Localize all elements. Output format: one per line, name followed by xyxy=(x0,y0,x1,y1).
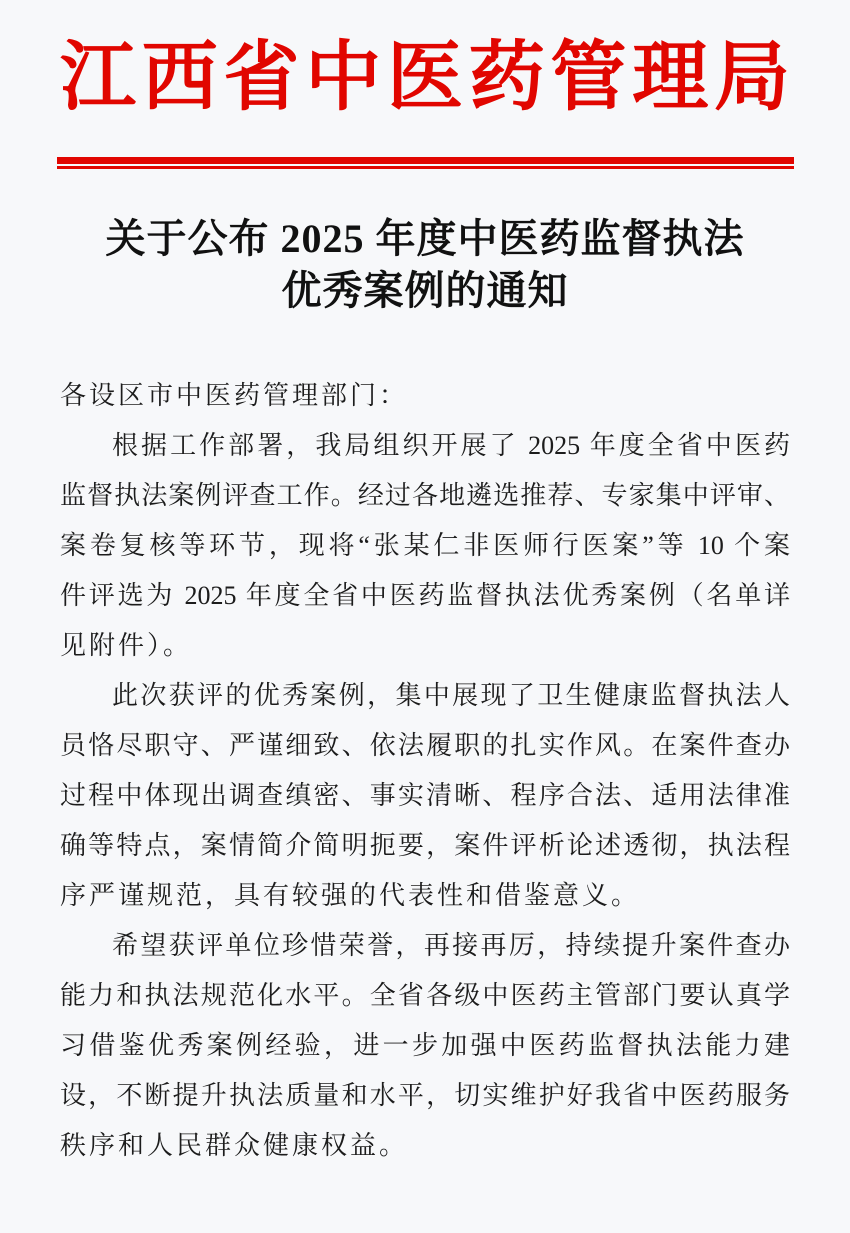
document-body xyxy=(60,371,790,1171)
document-title xyxy=(0,213,850,317)
body-line: 件评选为 2025 年度全省中医药监督执法优秀案例（名单详 xyxy=(60,581,790,611)
body-line: 案卷复核等环节，现将“张某仁非医师行医案”等 10 个案 xyxy=(60,531,790,561)
body-line: 习借鉴优秀案例经验，进一步加强中医药监督执法能力建 xyxy=(60,1031,790,1061)
agency-masthead-title: 江西省中医药管理局 xyxy=(60,36,790,120)
body-line: 设，不断提升执法质量和水平，切实维护好我省中医药服务 xyxy=(60,1081,790,1111)
body-line: 序严谨规范，具有较强的代表性和借鉴意义。 xyxy=(60,881,641,911)
body-line: 根据工作部署，我局组织开展了 2025 年度全省中医药 xyxy=(112,431,790,461)
red-rule-thick xyxy=(57,157,794,164)
body-line: 此次获评的优秀案例，集中展现了卫生健康监督执法人 xyxy=(112,681,790,711)
body-line: 过程中体现出调查缜密、事实清晰、程序合法、适用法律准 xyxy=(60,781,790,811)
body-line: 秩序和人民群众健康权益。 xyxy=(60,1131,409,1161)
body-line: 能力和执法规范化水平。全省各级中医药主管部门要认真学 xyxy=(60,981,790,1011)
red-double-rule xyxy=(57,157,794,169)
document-title-line1: 关于公布 2025 年度中医药监督执法 xyxy=(105,216,745,262)
red-rule-thin xyxy=(57,166,794,169)
body-line: 见附件）。 xyxy=(60,631,193,661)
body-line: 员恪尽职守、严谨细致、依法履职的扎实作风。在案件查办 xyxy=(60,731,790,761)
body-line: 确等特点，案情简介简明扼要，案件评析论述透彻，执法程 xyxy=(60,831,790,861)
body-line-salutation: 各设区市中医药管理部门： xyxy=(60,381,409,411)
body-line: 监督执法案例评查工作。经过各地遴选推荐、专家集中评审、 xyxy=(60,481,790,511)
document-title-line2: 优秀案例的通知 xyxy=(281,268,569,314)
body-line: 希望获评单位珍惜荣誉，再接再厉，持续提升案件查办 xyxy=(112,931,790,961)
